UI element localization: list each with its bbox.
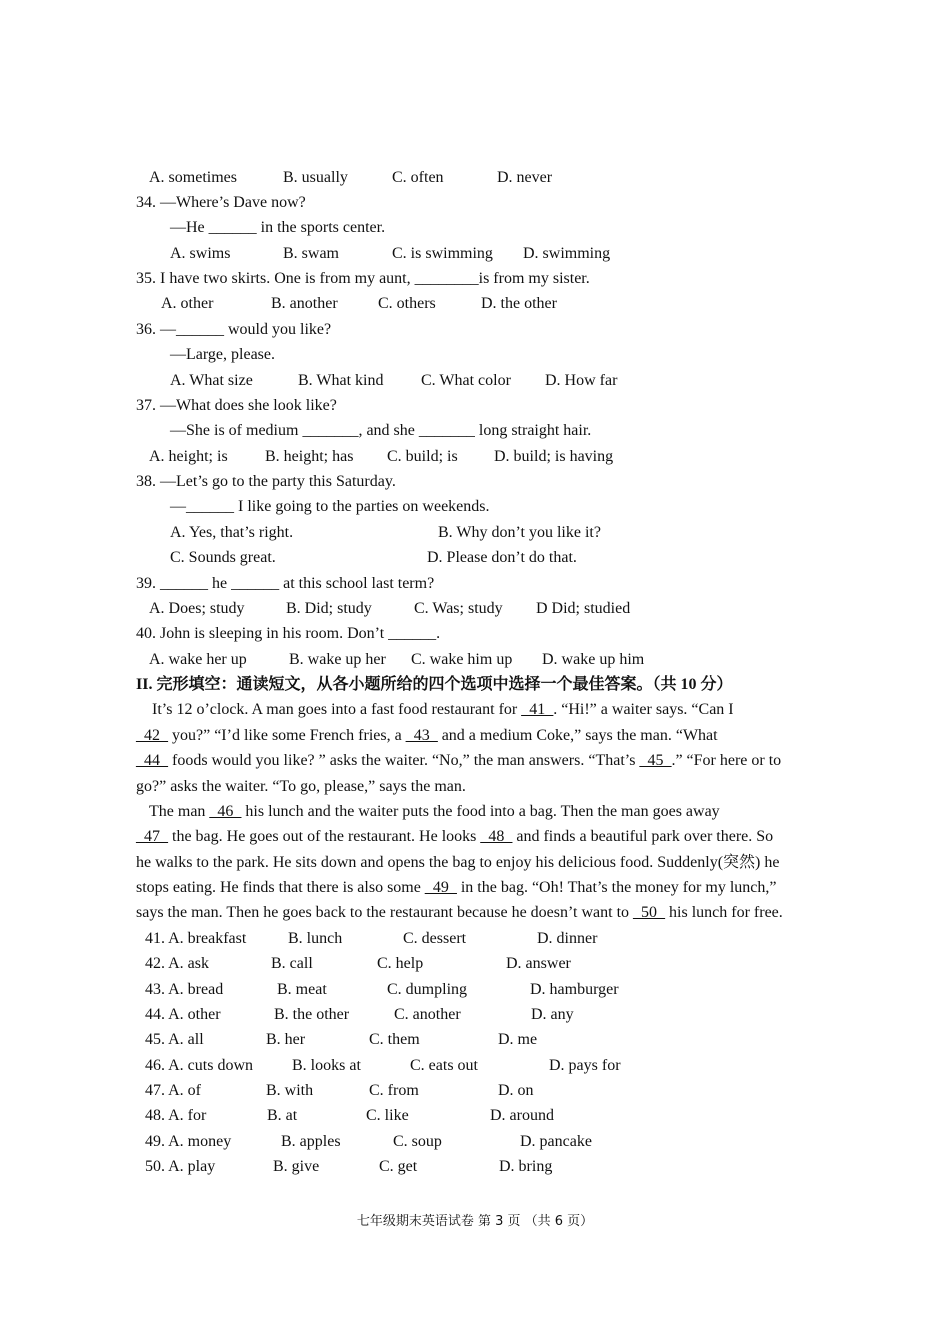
- q35-option-c: C. others: [378, 295, 436, 312]
- passage-line-6: _47_ the bag. He goes out of the restaurant. He looks _48_ and finds a beautiful park over there. So: [136, 828, 774, 845]
- q38-option-d: D. Please don’t do that.: [427, 549, 577, 566]
- q49-option-b: B. apples: [281, 1133, 341, 1150]
- q48-option-d: D. around: [490, 1107, 554, 1124]
- q43-option-b: B. meat: [277, 981, 327, 998]
- q34-option-c: C. is swimming: [392, 245, 493, 262]
- q33-option-c: C. often: [392, 169, 444, 186]
- blank-43: _43_: [405, 727, 438, 744]
- q39-option-a: A. Does; study: [149, 600, 245, 617]
- q40-stem: 40. John is sleeping in his room. Don’t ______.: [136, 625, 441, 642]
- q37-line2: —She is of medium _______, and she _______ long straight hair.: [170, 422, 592, 439]
- q43-option-a: 43. A. bread: [145, 981, 224, 998]
- q36-line2: —Large, please.: [170, 346, 275, 363]
- q45-option-c: C. them: [369, 1031, 420, 1048]
- q33-option-a: A. sometimes: [149, 169, 237, 186]
- q33-option-d: D. never: [497, 169, 553, 186]
- q36-option-b: B. What kind: [298, 372, 384, 389]
- q39-stem: 39. ______ he ______ at this school last term?: [136, 575, 435, 592]
- q42-option-b: B. call: [271, 955, 313, 972]
- q44-option-b: B. the other: [274, 1006, 350, 1023]
- q37-option-c: C. build; is: [387, 448, 458, 465]
- blank-48: _48_: [480, 828, 513, 845]
- q44-option-d: D. any: [531, 1006, 574, 1023]
- q41-option-a: 41. A. breakfast: [145, 930, 247, 947]
- q44-option-c: C. another: [394, 1006, 461, 1023]
- q34-option-a: A. swims: [170, 245, 231, 262]
- q38-option-b: B. Why don’t you like it?: [438, 524, 601, 541]
- q36-stem: 36. —______ would you like?: [136, 321, 332, 338]
- q46-option-a: 46. A. cuts down: [145, 1057, 253, 1074]
- blank-45: _45_: [639, 752, 672, 769]
- passage-line-1: It’s 12 o’clock. A man goes into a fast food restaurant for _41_. “Hi!” a waiter says. “Can I: [152, 701, 734, 718]
- q45-option-d: D. me: [498, 1031, 538, 1048]
- passage-line-3: _44_ foods would you like? ” asks the waiter. “No,” the man answers. “That’s _45_.” “For here or to: [136, 752, 782, 769]
- q35-option-b: B. another: [271, 295, 338, 312]
- q47-option-d: D. on: [498, 1082, 534, 1099]
- blank-44: _44_: [136, 752, 168, 769]
- q48-option-c: C. like: [366, 1107, 409, 1124]
- q41-option-d: D. dinner: [537, 930, 598, 947]
- passage-line-9: says the man. Then he goes back to the restaurant because he doesn’t want to _50_ his lunch for free.: [136, 904, 783, 921]
- q41-option-c: C. dessert: [403, 930, 467, 947]
- q34-line2: —He ______ in the sports center.: [170, 219, 386, 236]
- q50-option-d: D. bring: [499, 1158, 553, 1175]
- q38-option-a: A. Yes, that’s right.: [170, 524, 294, 541]
- q40-option-c: C. wake him up: [411, 651, 513, 668]
- q36-option-c: C. What color: [421, 372, 511, 389]
- passage-line-7: he walks to the park. He sits down and opens the bag to enjoy his delicious food. Suddenly(突然) he: [136, 854, 780, 871]
- q40-option-b: B. wake up her: [289, 651, 386, 668]
- blank-49: _49_: [424, 879, 457, 896]
- q43-option-c: C. dumpling: [387, 981, 468, 998]
- q50-option-a: 50. A. play: [145, 1158, 216, 1175]
- q36-option-a: A. What size: [170, 372, 253, 389]
- q34-stem: 34. —Where’s Dave now?: [136, 194, 306, 211]
- q33-option-b: B. usually: [283, 169, 348, 186]
- q37-option-a: A. height; is: [149, 448, 228, 465]
- q49-option-d: D. pancake: [520, 1133, 592, 1150]
- q35-option-a: A. other: [161, 295, 214, 312]
- q37-option-b: B. height; has: [265, 448, 354, 465]
- q50-option-b: B. give: [273, 1158, 320, 1175]
- q38-stem: 38. —Let’s go to the party this Saturday.: [136, 473, 396, 490]
- passage-line-5: The man _46_ his lunch and the waiter puts the food into a bag. Then the man goes away: [149, 803, 720, 820]
- passage-line-8: stops eating. He finds that there is also some _49_ in the bag. “Oh! That’s the money for my lunch,”: [136, 879, 777, 896]
- passage-line-2: _42_ you?” “I’d like some French fries, a _43_ and a medium Coke,” says the man. “What: [136, 727, 718, 744]
- q34-option-b: B. swam: [283, 245, 339, 262]
- q36-option-d: D. How far: [545, 372, 618, 389]
- blank-42: _42_: [136, 727, 168, 744]
- q35-stem: 35. I have two skirts. One is from my aunt, ________is from my sister.: [136, 270, 590, 287]
- blank-50: _50_: [633, 904, 666, 921]
- page-footer: 七年级期末英语试卷 第 3 页 （共 6 页）: [356, 1214, 594, 1229]
- q46-option-b: B. looks at: [292, 1057, 361, 1074]
- q38-option-c: C. Sounds great.: [170, 549, 276, 566]
- q34-option-d: D. swimming: [523, 245, 611, 262]
- q49-option-c: C. soup: [393, 1133, 442, 1150]
- q40-option-a: A. wake her up: [149, 651, 247, 668]
- q43-option-d: D. hamburger: [530, 981, 619, 998]
- q47-option-b: B. with: [266, 1082, 314, 1099]
- q50-option-c: C. get: [379, 1158, 418, 1175]
- q46-option-d: D. pays for: [549, 1057, 621, 1074]
- q38-line2: —______ I like going to the parties on weekends.: [170, 498, 490, 515]
- q47-option-a: 47. A. of: [145, 1082, 201, 1099]
- q48-option-b: B. at: [267, 1107, 298, 1124]
- passage-line-4: go?” asks the waiter. “To go, please,” says the man.: [136, 778, 466, 795]
- q44-option-a: 44. A. other: [145, 1006, 221, 1023]
- q40-option-d: D. wake up him: [542, 651, 645, 668]
- blank-41: _41_: [521, 701, 554, 718]
- q35-option-d: D. the other: [481, 295, 557, 312]
- q39-option-d: D Did; studied: [536, 600, 631, 617]
- q45-option-a: 45. A. all: [145, 1031, 204, 1048]
- q49-option-a: 49. A. money: [145, 1133, 232, 1150]
- q37-option-d: D. build; is having: [494, 448, 614, 465]
- blank-46: _46_: [209, 803, 242, 820]
- q39-option-c: C. Was; study: [414, 600, 503, 617]
- q39-option-b: B. Did; study: [286, 600, 372, 617]
- q41-option-b: B. lunch: [288, 930, 343, 947]
- q42-option-d: D. answer: [506, 955, 571, 972]
- blank-47: _47_: [136, 828, 168, 845]
- q45-option-b: B. her: [266, 1031, 306, 1048]
- q47-option-c: C. from: [369, 1082, 419, 1099]
- q46-option-c: C. eats out: [410, 1057, 478, 1074]
- q42-option-c: C. help: [377, 955, 424, 972]
- q42-option-a: 42. A. ask: [145, 955, 209, 972]
- section-heading: II. 完形填空：通读短文，从各小题所给的四个选项中选择一个最佳答案。（共 10 分）: [136, 676, 733, 693]
- q37-stem: 37. —What does she look like?: [136, 397, 337, 414]
- q48-option-a: 48. A. for: [145, 1107, 207, 1124]
